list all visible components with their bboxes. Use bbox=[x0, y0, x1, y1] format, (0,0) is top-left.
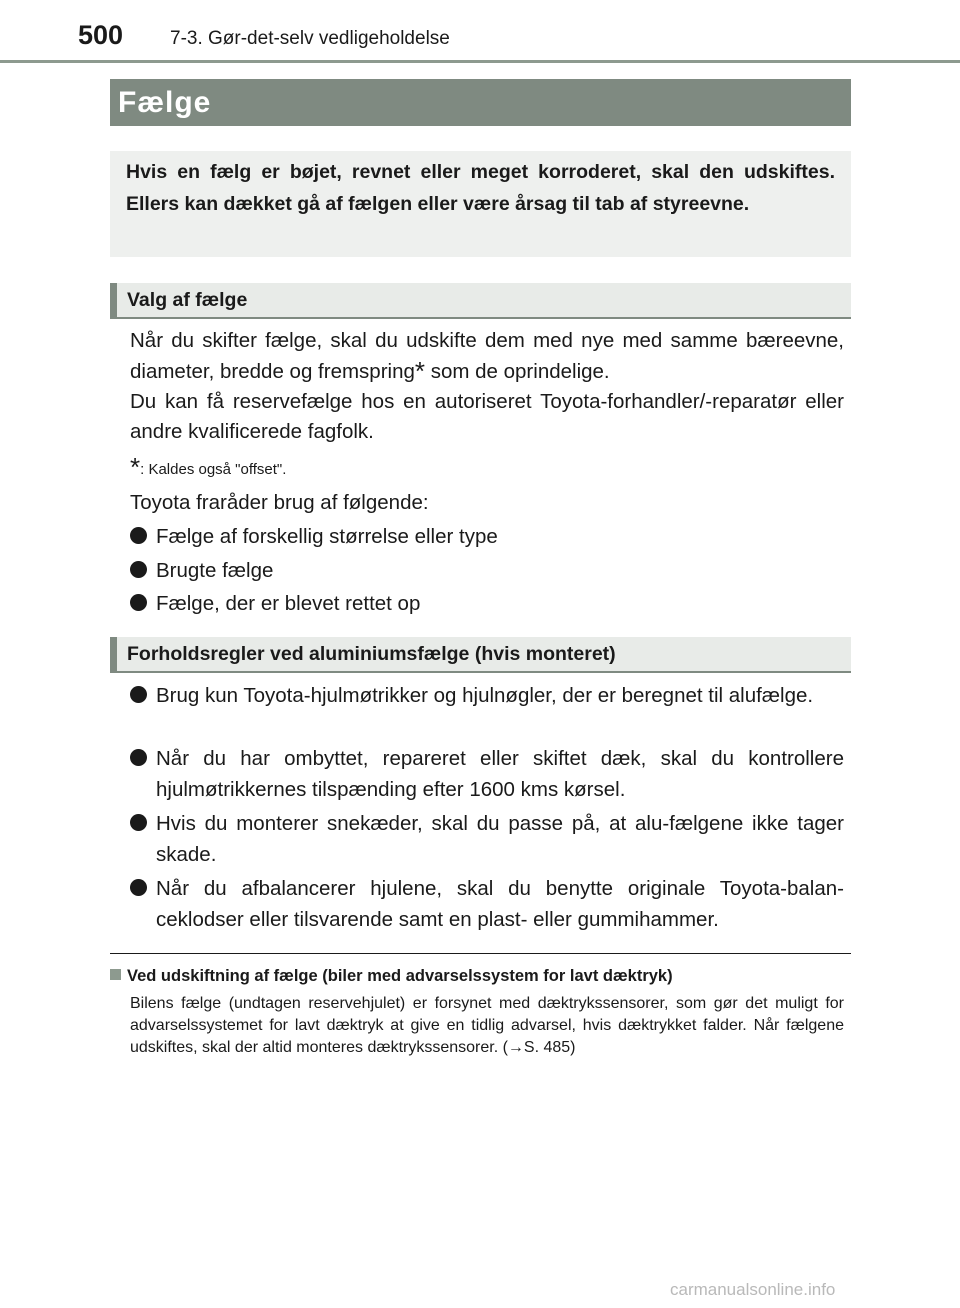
footnote-asterisk: * bbox=[130, 452, 141, 482]
note-heading bbox=[110, 965, 851, 987]
bullet-icon bbox=[130, 527, 147, 544]
list-item bbox=[130, 521, 844, 552]
footnote bbox=[130, 452, 844, 485]
square-bullet-icon bbox=[110, 969, 121, 980]
list-item-text: Brugte fælge bbox=[156, 559, 274, 582]
list-item bbox=[130, 555, 844, 586]
section-heading-aluminium: Forholdsregler ved aluminiumsfælge (hvis monteret) bbox=[110, 637, 851, 673]
divider bbox=[110, 953, 851, 954]
advice-text: Toyota fraråder brug af følgende: bbox=[130, 491, 429, 514]
list-item-text: Når du afbalancerer hjulene, skal du benytte originale Toyota-balanceklodser eller tilsvarende samt en plast- eller gummihammer. bbox=[156, 877, 844, 931]
list-item bbox=[130, 680, 844, 711]
list-item-text: Fælge, der er blevet rettet op bbox=[156, 592, 421, 615]
page-title: Fælge bbox=[118, 86, 212, 119]
list-item bbox=[130, 808, 844, 870]
list-item bbox=[130, 743, 844, 805]
para1-part1: Når du skifter fælge, skal du udskifte dem med nye med samme bæreevne, diameter, bredde og fremspring bbox=[130, 329, 844, 383]
watermark[interactable]: carmanualsonline.info bbox=[670, 1280, 836, 1299]
bullet-icon bbox=[130, 749, 147, 766]
section-label: 7-3. Gør-det-selv vedligeholdelse bbox=[170, 28, 450, 49]
section1-paragraph bbox=[130, 326, 844, 447]
asterisk-mark: * bbox=[414, 356, 426, 386]
list-item-text: Hvis du monterer snekæder, skal du passe på, at alu-fælgene ikke tager skade. bbox=[156, 812, 844, 866]
bullet-icon bbox=[130, 561, 147, 578]
footnote-text: : Kaldes også "offset". bbox=[140, 461, 287, 478]
list-item-text: Fælge af forskellig størrelse eller type bbox=[156, 525, 498, 548]
header-rule bbox=[0, 60, 960, 63]
bullet-icon bbox=[130, 879, 147, 896]
bullet-icon bbox=[130, 686, 147, 703]
page-number: 500 bbox=[78, 20, 124, 50]
para2: Du kan få reservefælge hos en autoriseret Toyota-forhandler/-reparatør eller andre kvalificerede fagfolk. bbox=[130, 390, 844, 443]
section-heading-valg: Valg af fælge bbox=[110, 283, 851, 319]
bullet-icon bbox=[130, 594, 147, 611]
intro-box: Hvis en fælg er bøjet, revnet eller meget korroderet, skal den udskiftes. Ellers kan dækket gå af fælgen eller være årsag til tab af styreevne. bbox=[110, 151, 851, 257]
list-item bbox=[130, 873, 844, 935]
page-title-bar bbox=[110, 79, 851, 126]
note-heading-text: Ved udskiftning af fælge (biler med advarselssystem for lavt dæktryk) bbox=[127, 967, 673, 985]
list-item-text: Brug kun Toyota-hjulmøtrikker og hjulnøgler, der er beregnet til alufælge. bbox=[156, 684, 814, 707]
list-item-text: Når du har ombyttet, repareret eller skiftet dæk, skal du kontrollere hjulmøtrikkernes tilspænding efter 1600 kms kørsel. bbox=[156, 747, 844, 801]
list-item bbox=[130, 588, 844, 619]
bullet-icon bbox=[130, 814, 147, 831]
note-body: Bilens fælge (undtagen reservehjulet) er forsynet med dæktrykssensorer, som gør det muligt for advarselssystemet for lavt dæktryk at give en tidlig advarsel, hvis dæktrykket falder. Når fælgene udskiftes, skal der altid monteres dæktrykssensorer. (→S. 485) bbox=[130, 995, 844, 1056]
para1-part2: som de oprindelige. bbox=[425, 360, 610, 383]
